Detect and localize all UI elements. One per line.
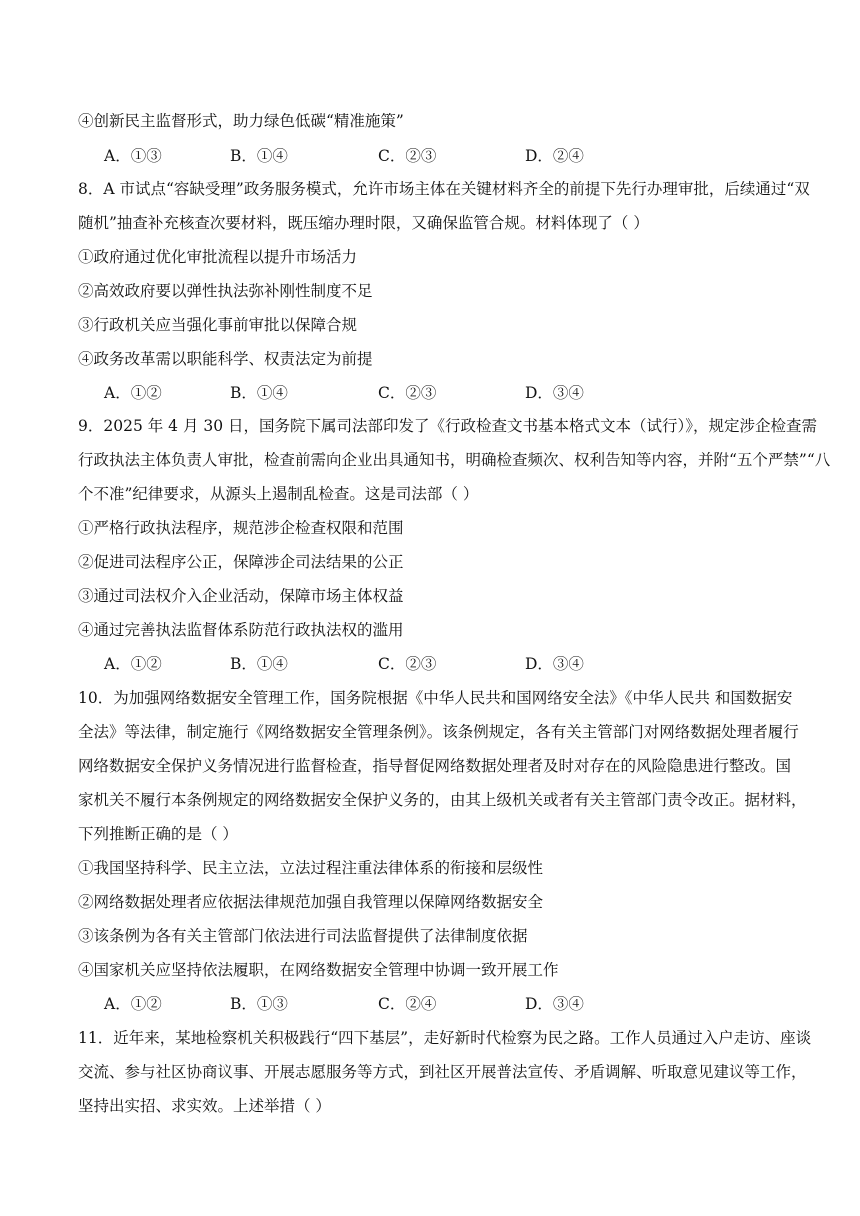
q9-item-2: ②促进司法程序公正，保障涉企司法结果的公正 [78, 553, 404, 571]
q10-item-4: ④国家机关应坚持依法履职，在网络数据安全管理中协调一致开展工作 [78, 961, 559, 979]
q8-stem-line-1: 8．A 市试点“容缺受理”政务服务模式，允许市场主体在关键材料齐全的前提下先行办理审批，后续通过“双 [78, 180, 810, 198]
q9-options [104, 654, 724, 674]
q9-option-b: B．①④ [230, 655, 288, 673]
q11-stem-line-3: 坚持出实招、求实效。上述举措（ ） [78, 1097, 331, 1115]
q10-options [104, 994, 724, 1014]
q8-item-2: ②高效政府要以弹性执法弥补刚性制度不足 [78, 282, 373, 300]
q10-item-3: ③该条例为各有关主管部门依法进行司法监督提供了法律制度依据 [78, 927, 528, 945]
q8-stem-line-2: 随机”抽查补充核查次要材料，既压缩办理时限，又确保监管合规。材料体现了（ ） [78, 214, 649, 232]
q10-item-1: ①我国坚持科学、民主立法，立法过程注重法律体系的衔接和层级性 [78, 859, 544, 877]
q8-option-a: A．①② [104, 384, 162, 402]
q7-option-d: D．②④ [525, 147, 584, 165]
q8-option-c: C．②③ [378, 384, 437, 402]
q8-item-3: ③行政机关应当强化事前审批以保障合规 [78, 316, 358, 334]
q10-stem-line-2: 全法》等法律，制定施行《网络数据安全管理条例》。该条例规定，各有关主管部门对网络数据处理者履行 [78, 723, 799, 741]
q10-item-2: ②网络数据处理者应依据法律规范加强自我管理以保障网络数据安全 [78, 893, 544, 911]
q10-option-a: A．①② [104, 995, 162, 1013]
q7-item-4: ④创新民主监督形式，助力绿色低碳“精准施策” [78, 112, 404, 130]
q8-item-4: ④政务改革需以职能科学、权责法定为前提 [78, 350, 373, 368]
q7-option-c: C．②③ [378, 147, 437, 165]
q9-stem-line-1: 9．2025 年 4 月 30 日，国务院下属司法部印发了《行政检查文书基本格式文本（试行）》，规定涉企检查需 [78, 417, 818, 435]
q9-option-d: D．③④ [525, 655, 584, 673]
q8-options [104, 383, 724, 403]
q9-item-4: ④通过完善执法监督体系防范行政执法权的滥用 [78, 621, 404, 639]
q8-option-b: B．①④ [230, 384, 288, 402]
q11-stem-line-2: 交流、参与社区协商议事、开展志愿服务等方式，到社区开展普法宣传、矛盾调解、听取意见建议等工作， [78, 1063, 807, 1081]
q10-stem-line-4: 家机关不履行本条例规定的网络数据安全保护义务的，由其上级机关或者有关主管部门责令改正。据材料， [78, 791, 807, 809]
q10-stem-line-5: 下列推断正确的是（ ） [78, 825, 238, 843]
q9-stem-line-2: 行政执法主体负责人审批，检查前需向企业出具通知书，明确检查频次、权利告知等内容，并附“五个严禁”“八 [78, 451, 831, 469]
q10-option-d: D．③④ [525, 995, 584, 1013]
q10-stem-line-1: 10．为加强网络数据安全管理工作，国务院根据《中华人民共和国网络安全法》《中华人民共 和国数据安 [78, 689, 793, 707]
q8-item-1: ①政府通过优化审批流程以提升市场活力 [78, 248, 358, 266]
q9-stem-line-3: 个不准”纪律要求，从源头上遏制乱检查。这是司法部（ ） [78, 485, 479, 503]
q7-option-b: B．①④ [230, 147, 288, 165]
q9-option-c: C．②③ [378, 655, 437, 673]
q9-item-1: ①严格行政执法程序，规范涉企检查权限和范围 [78, 519, 404, 537]
q9-option-a: A．①② [104, 655, 162, 673]
q8-option-d: D．③④ [525, 384, 584, 402]
q7-options [104, 146, 724, 166]
q7-option-a: A．①③ [104, 147, 162, 165]
q11-stem-line-1: 11．近年来，某地检察机关积极践行“四下基层”，走好新时代检察为民之路。工作人员通过入户走访、座谈 [78, 1029, 812, 1047]
q10-option-b: B．①③ [230, 995, 288, 1013]
q10-option-c: C．②④ [378, 995, 437, 1013]
q9-item-3: ③通过司法权介入企业活动，保障市场主体权益 [78, 587, 404, 605]
q10-stem-line-3: 网络数据安全保护义务情况进行监督检查，指导督促网络数据处理者及时对存在的风险隐患进行整改。国 [78, 757, 792, 775]
